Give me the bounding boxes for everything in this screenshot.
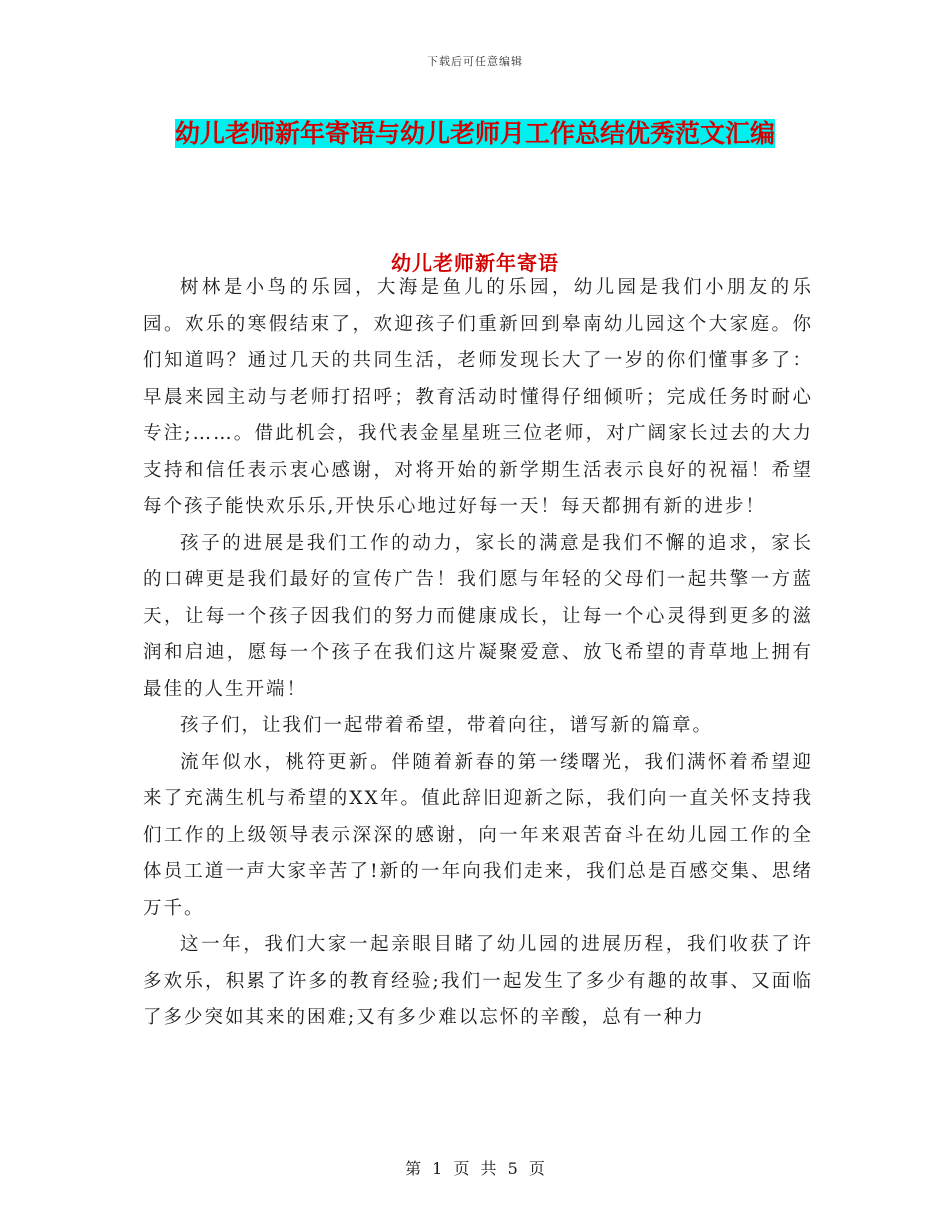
document-title bbox=[150, 112, 800, 156]
paragraph-5: 这一年，我们大家一起亲眼目睹了幼儿园的进展历程，我们收获了许多欢乐，积累了许多的教育经验;我们一起发生了多少有趣的故事、又面临了多少突如其来的困难;又有多少难以忘怀的辛酸，总有一种力 bbox=[143, 934, 813, 1028]
paragraph-1: 树林是小鸟的乐园，大海是鱼儿的乐园，幼儿园是我们小朋友的乐园。欢乐的寒假结束了，欢迎孩子们重新回到皋南幼儿园这个大家庭。你们知道吗？通过几天的共同生活，老师发现长大了一岁的你们懂事多了：早晨来园主动与老师打招呼；教育活动时懂得仔细倾听；完成任务时耐心专注;……。借此机会，我代表金星星班三位老师，对广阔家长过去的大力支持和信任表示衷心感谢，对将开始的新学期生活表示良好的祝福！希望每个孩子能快欢乐乐,开快乐心地过好每一天！每天都拥有新的进步！ bbox=[143, 277, 813, 517]
paragraph-2: 孩子的进展是我们工作的动力，家长的满意是我们不懈的追求，家长的口碑更是我们最好的宣传广告！我们愿与年轻的父母们一起共擎一方蓝天，让每一个孩子因我们的努力而健康成长，让每一个心灵得到更多的滋润和启迪，愿每一个孩子在我们这片凝聚爱意、放飞希望的青草地上拥有最佳的人生开端！ bbox=[143, 532, 813, 700]
paragraph-3: 孩子们，让我们一起带着希望，带着向往，谱写新的篇章。 bbox=[180, 715, 714, 736]
section-title: 幼儿老师新年寄语 bbox=[391, 251, 559, 275]
document-title-text: 幼儿老师新年寄语与幼儿老师月工作总结优秀范文汇编 bbox=[174, 119, 775, 148]
page-footer: 第 1 页 共 5 页 bbox=[405, 1159, 545, 1178]
paragraph-4: 流年似水，桃符更新。伴随着新春的第一缕曙光，我们满怀着希望迎来了充满生机与希望的XX年。值此辞旧迎新之际，我们向一直关怀支持我们工作的上级领导表示深深的感谢，向一年来艰苦奋斗在幼儿园工作的全体员工道一声大家辛苦了!新的一年向我们走来，我们总是百感交集、思绪万千。 bbox=[143, 751, 813, 919]
body-text bbox=[143, 270, 813, 1037]
header-note: 下载后可任意编辑 bbox=[427, 55, 523, 68]
